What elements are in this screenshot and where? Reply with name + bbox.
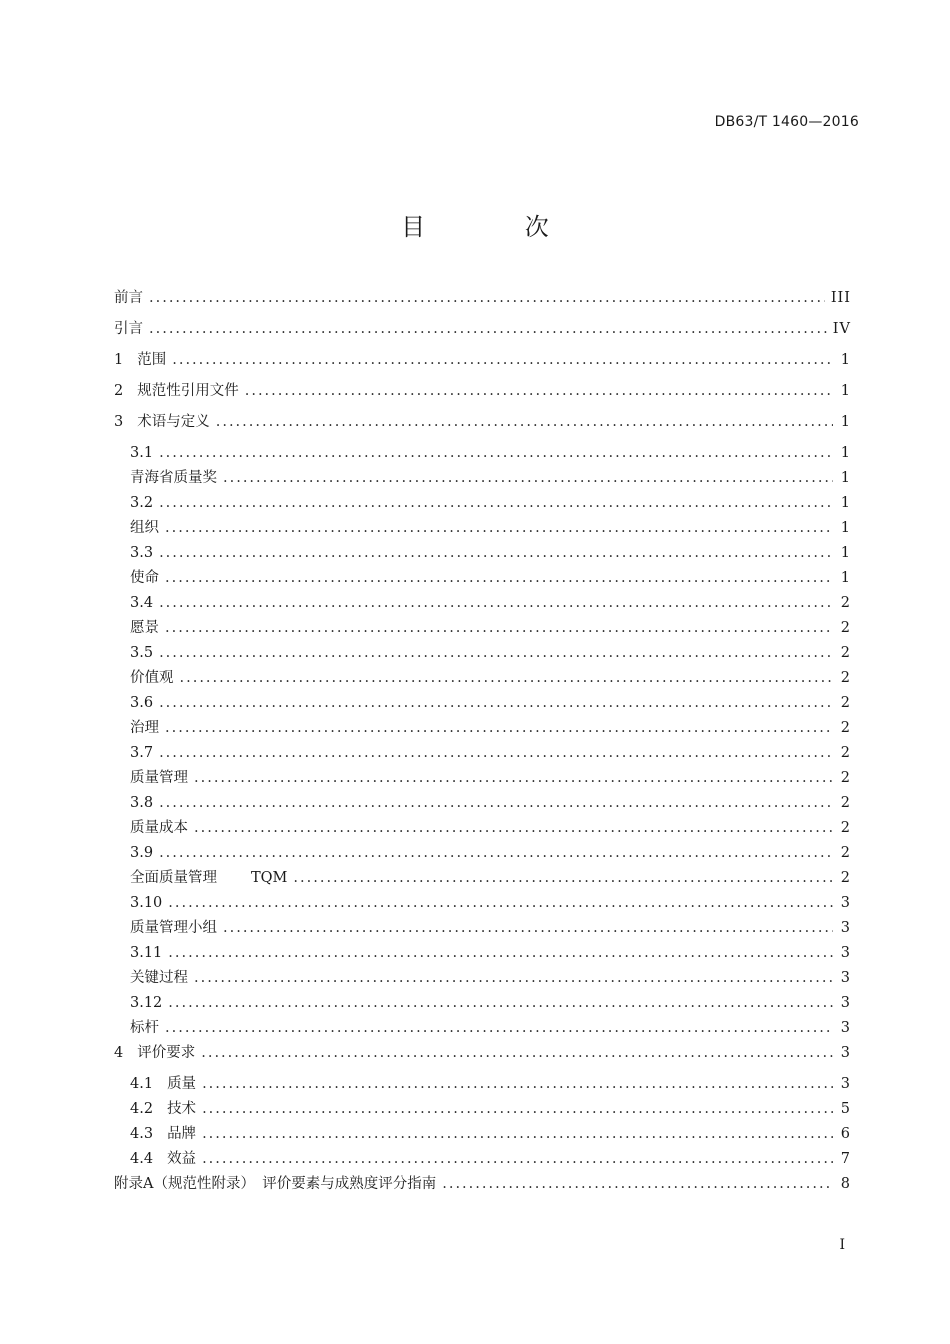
- toc-entry-label-text: 3.5: [130, 645, 154, 661]
- toc-dot-leader: [194, 766, 833, 791]
- toc-entry-label-text: 3.6: [130, 695, 154, 711]
- toc-entry[interactable]: [114, 317, 851, 348]
- toc-entry[interactable]: [114, 691, 851, 716]
- toc-entry[interactable]: [114, 641, 851, 666]
- toc-entry-label-text: 组织: [130, 520, 159, 536]
- toc-entry-page: 2: [840, 695, 851, 711]
- toc-dot-leader: [159, 691, 833, 716]
- toc-dot-leader: [149, 317, 827, 342]
- toc-entry[interactable]: [114, 491, 851, 516]
- toc-entry[interactable]: [114, 1147, 851, 1172]
- toc-entry-number: 4: [114, 1045, 124, 1061]
- toc-entry-label: [167, 1122, 196, 1147]
- toc-entry-label: [130, 716, 159, 741]
- toc-entry[interactable]: [114, 1122, 851, 1147]
- toc-entry-page: 3: [840, 1076, 851, 1092]
- toc-entry-label-text: 范围: [137, 352, 167, 368]
- toc-entry[interactable]: [114, 410, 851, 441]
- toc-entry-page: 2: [840, 595, 851, 611]
- toc-entry-label: [130, 966, 188, 991]
- toc-entry[interactable]: [114, 286, 851, 317]
- toc-dot-leader: [172, 348, 833, 373]
- toc-entry[interactable]: [114, 616, 851, 641]
- toc-entry-page: 3: [840, 970, 851, 986]
- toc-entry[interactable]: [114, 716, 851, 741]
- toc-title: 目 次: [401, 213, 595, 241]
- toc-entry-label: [130, 691, 153, 716]
- toc-entry-label: [114, 317, 143, 342]
- toc-dot-leader: [159, 491, 833, 516]
- toc-dot-leader: [168, 891, 833, 916]
- toc-entry-label-text: 关键过程: [130, 970, 188, 986]
- toc-entry-label-text: 治理: [130, 720, 159, 736]
- toc-entry[interactable]: [114, 516, 851, 541]
- toc-entry-page: 1: [840, 414, 851, 430]
- toc-entry-page: 1: [840, 495, 851, 511]
- toc-entry-page: 1: [840, 383, 851, 399]
- toc-entry-label-text: 3.7: [130, 745, 154, 761]
- toc-entry-label-text: 质量: [167, 1076, 197, 1092]
- toc-entry-label: [130, 741, 153, 766]
- toc-entry-label-text: 规范性引用文件: [137, 383, 239, 399]
- toc-entry-page: 2: [840, 870, 851, 886]
- toc-dot-leader: [159, 741, 833, 766]
- toc-entry-label: [130, 866, 287, 891]
- toc-entry-label: [130, 766, 188, 791]
- toc-entry-label: [114, 286, 143, 311]
- toc-entry-label: [137, 348, 166, 373]
- toc-entry-label: [167, 1097, 196, 1122]
- toc-entry-label-text: 效益: [167, 1151, 197, 1167]
- toc-entry-label-text: 质量管理小组: [130, 920, 217, 936]
- toc-entry-label-text: 青海省质量奖: [130, 470, 217, 486]
- toc-entry-label: [130, 816, 188, 841]
- toc-entry-page: IV: [832, 321, 851, 337]
- toc-entry-number: 2: [114, 383, 124, 399]
- toc-entry-label: [130, 666, 174, 691]
- toc-entry-page: 1: [840, 352, 851, 368]
- toc-entry-label-text: 前言: [114, 290, 143, 306]
- toc-entry-label: [137, 379, 239, 404]
- toc-dot-leader: [165, 1016, 833, 1041]
- toc-entry-page: 7: [840, 1151, 851, 1167]
- page-number: I: [839, 1237, 845, 1253]
- toc-entry-label: [114, 1172, 436, 1197]
- toc-entry-label: [137, 410, 210, 435]
- toc-entry[interactable]: [114, 916, 851, 941]
- toc-entry-page: 1: [840, 570, 851, 586]
- toc-entry-label-text: 3.1: [130, 445, 154, 461]
- toc-entry-label-text: 品牌: [167, 1126, 197, 1142]
- toc-entry[interactable]: [114, 766, 851, 791]
- toc-entry-label: [130, 641, 153, 666]
- toc-dot-leader: [165, 516, 833, 541]
- toc-entry-label: [130, 991, 162, 1016]
- toc-entry-label: [130, 491, 153, 516]
- toc-entry[interactable]: [114, 1097, 851, 1122]
- toc-entry-page: 2: [840, 845, 851, 861]
- toc-entry-page: 8: [840, 1176, 851, 1192]
- toc-entry[interactable]: [114, 591, 851, 616]
- toc-dot-leader: [149, 286, 825, 311]
- toc-dot-leader: [159, 841, 833, 866]
- toc-entry-page: 2: [840, 670, 851, 686]
- toc-dot-leader: [159, 641, 833, 666]
- toc-entry-page: 2: [840, 770, 851, 786]
- toc-entry[interactable]: [114, 1016, 851, 1041]
- toc-entry[interactable]: [114, 866, 851, 891]
- toc-entry-page: 2: [840, 745, 851, 761]
- toc-entry-label: [130, 566, 159, 591]
- toc-dot-leader: [165, 716, 833, 741]
- toc-entry-page: 1: [840, 445, 851, 461]
- toc-entry-number: 3: [114, 414, 124, 430]
- toc-entry-label-text: 3.8: [130, 795, 154, 811]
- toc-entry-page: 2: [840, 645, 851, 661]
- toc-entry[interactable]: [114, 966, 851, 991]
- toc-entry[interactable]: [114, 666, 851, 691]
- toc-entry-page: 2: [840, 620, 851, 636]
- toc-entry[interactable]: [114, 741, 851, 766]
- toc-entry-label-text: 评价要求: [137, 1045, 196, 1061]
- toc-entry-label: [130, 591, 153, 616]
- toc-entry-label-text: 质量成本: [130, 820, 188, 836]
- toc-entry-label-text: 附录A（规范性附录） 评价要素与成熟度评分指南: [114, 1176, 437, 1192]
- toc-entry-page: 3: [840, 895, 851, 911]
- toc-entry-label: [137, 1041, 195, 1066]
- toc-entry-label-text: 3.4: [130, 595, 154, 611]
- toc-entry[interactable]: [114, 466, 851, 491]
- toc-dot-leader: [194, 966, 833, 991]
- toc-entry[interactable]: [114, 1072, 851, 1097]
- toc-dot-leader: [159, 541, 833, 566]
- table-of-contents: [114, 286, 851, 1203]
- toc-dot-leader: [194, 816, 833, 841]
- toc-entry-page: 3: [840, 1020, 851, 1036]
- standard-number: DB63/T 1460—2016: [714, 114, 859, 130]
- toc-dot-leader: [180, 666, 834, 691]
- toc-entry-number: 4.1: [130, 1076, 154, 1092]
- toc-entry-label: [130, 791, 153, 816]
- toc-entry[interactable]: [114, 1172, 851, 1203]
- toc-dot-leader: [202, 1097, 833, 1122]
- toc-entry-label-text: 术语与定义: [137, 414, 210, 430]
- toc-entry[interactable]: [114, 941, 851, 966]
- toc-entry[interactable]: [114, 1041, 851, 1072]
- toc-entry-label-text: 引言: [114, 321, 143, 337]
- toc-entry-label: [130, 466, 217, 491]
- toc-dot-leader: [202, 1072, 833, 1097]
- toc-entry-page: 2: [840, 720, 851, 736]
- toc-entry-label-text: 标杆: [130, 1020, 159, 1036]
- toc-entry[interactable]: [114, 791, 851, 816]
- toc-dot-leader: [165, 616, 833, 641]
- toc-entry-label-text: 技术: [167, 1101, 197, 1117]
- toc-entry[interactable]: [114, 991, 851, 1016]
- toc-entry-label-text: 3.12: [130, 995, 163, 1011]
- toc-dot-leader: [159, 441, 833, 466]
- toc-entry-label-text: 3.10: [130, 895, 163, 911]
- toc-dot-leader: [216, 410, 833, 435]
- toc-entry-label-text: 质量管理: [130, 770, 188, 786]
- toc-entry[interactable]: [114, 379, 851, 410]
- toc-entry-label-text: 3.11: [130, 945, 163, 961]
- toc-dot-leader: [165, 566, 833, 591]
- toc-dot-leader: [159, 791, 833, 816]
- toc-entry-label: [130, 441, 153, 466]
- toc-entry-label-text: 3.3: [130, 545, 154, 561]
- toc-dot-leader: [202, 1147, 833, 1172]
- toc-entry-label: [130, 841, 153, 866]
- toc-dot-leader: [223, 466, 833, 491]
- toc-entry-label: [130, 916, 217, 941]
- toc-entry-label: [130, 516, 159, 541]
- toc-entry[interactable]: [114, 841, 851, 866]
- toc-dot-leader: [168, 941, 833, 966]
- toc-entry-page: 3: [840, 1045, 851, 1061]
- toc-dot-leader: [202, 1122, 833, 1147]
- toc-entry-number: 4.4: [130, 1151, 154, 1167]
- toc-entry-label-text: 愿景: [130, 620, 159, 636]
- toc-entry-label: [130, 891, 162, 916]
- toc-entry[interactable]: [114, 348, 851, 379]
- toc-entry-label: [167, 1147, 196, 1172]
- toc-entry-label-text: 3.9: [130, 845, 154, 861]
- toc-entry-page: 2: [840, 820, 851, 836]
- toc-dot-leader: [223, 916, 833, 941]
- toc-entry-label-text: 价值观: [130, 670, 174, 686]
- toc-entry-page: 5: [840, 1101, 851, 1117]
- toc-dot-leader: [168, 991, 833, 1016]
- toc-entry-page: 3: [840, 995, 851, 1011]
- toc-entry-page: 3: [840, 945, 851, 961]
- toc-entry[interactable]: [114, 891, 851, 916]
- toc-entry[interactable]: [114, 816, 851, 841]
- toc-entry-page: 2: [840, 795, 851, 811]
- toc-entry-number: 4.3: [130, 1126, 154, 1142]
- toc-entry-label: [130, 541, 153, 566]
- toc-entry-label-text: 3.2: [130, 495, 154, 511]
- toc-entry[interactable]: [114, 566, 851, 591]
- toc-entry-label: [130, 941, 162, 966]
- toc-entry-page: 1: [840, 470, 851, 486]
- toc-entry-label-text: 使命: [130, 570, 159, 586]
- toc-dot-leader: [201, 1041, 833, 1066]
- toc-entry-label-text: 全面质量管理: [130, 870, 217, 886]
- toc-entry[interactable]: [114, 441, 851, 466]
- toc-entry-number: 4.2: [130, 1101, 154, 1117]
- toc-dot-leader: [293, 866, 833, 891]
- toc-entry-page: 3: [840, 920, 851, 936]
- toc-entry-label: [167, 1072, 196, 1097]
- toc-entry-page: 6: [840, 1126, 851, 1142]
- toc-entry-page: 1: [840, 520, 851, 536]
- toc-entry-abbreviation: TQM: [251, 870, 288, 886]
- toc-entry-label: [130, 1016, 159, 1041]
- toc-entry-label: [130, 616, 159, 641]
- toc-entry-page: III: [830, 290, 851, 306]
- toc-entry-page: 1: [840, 545, 851, 561]
- toc-dot-leader: [442, 1172, 833, 1197]
- toc-entry[interactable]: [114, 541, 851, 566]
- toc-dot-leader: [245, 379, 833, 404]
- toc-entry-number: 1: [114, 352, 124, 368]
- toc-dot-leader: [159, 591, 833, 616]
